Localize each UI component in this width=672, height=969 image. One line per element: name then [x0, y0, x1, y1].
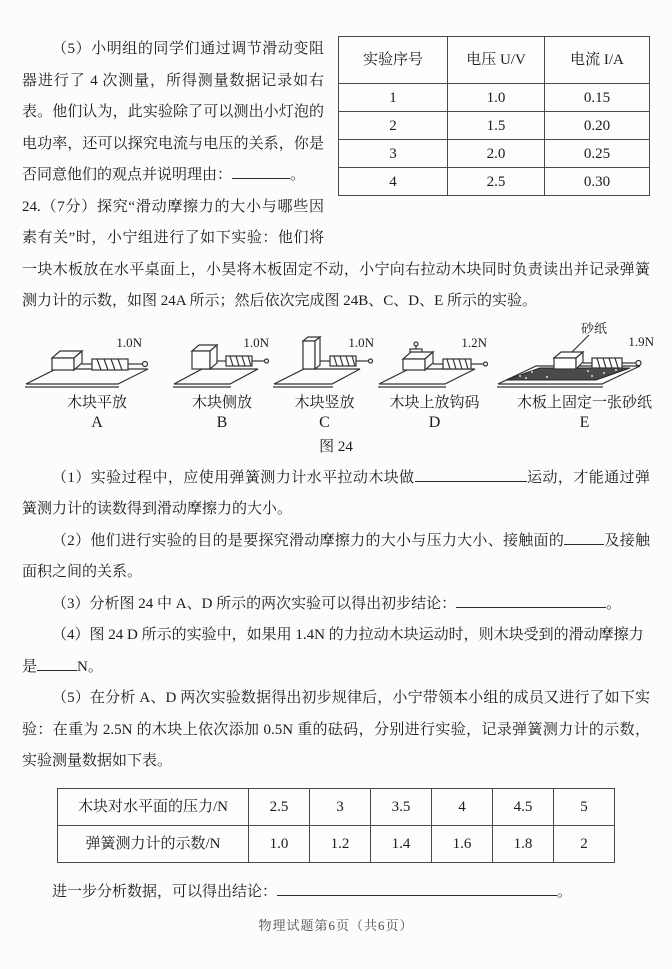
experiment-figure-c — [272, 334, 377, 434]
measurement-table-row — [339, 168, 650, 196]
figure-caption: 木块平放 — [66, 394, 127, 411]
measurement-table — [338, 36, 650, 196]
force-label: 1.9N — [628, 333, 654, 349]
spring-scale — [217, 356, 269, 366]
figure-caption: 木板上固定一张砂纸 — [516, 394, 652, 411]
data-cell: 1.0 — [249, 825, 310, 862]
row-label-cell: 弹簧测力计的示数/N — [58, 825, 249, 862]
data-cell: 0.30 — [545, 168, 650, 196]
data-cell: 4 — [339, 168, 448, 196]
figure-caption: 木块侧放 — [191, 394, 252, 411]
data-cell: 0.25 — [545, 140, 650, 168]
data-cell: 3.5 — [371, 788, 432, 825]
wood-block — [403, 352, 433, 370]
header-cell: 实验序号 — [339, 37, 448, 84]
experiment-diagram-c — [272, 334, 377, 392]
figure-caption: 木块竖放 — [294, 394, 355, 411]
board — [173, 369, 258, 387]
sub-question-4-text2: 是 — [22, 658, 38, 675]
data-cell: 2.0 — [448, 140, 545, 168]
sandpaper-label: 砂纸 — [580, 321, 608, 336]
spring-scale — [82, 359, 148, 370]
figure-caption: 木块上放钩码 — [389, 394, 480, 411]
measurement-table-row — [339, 84, 650, 112]
sub-question-3-text: （3）分析图 24 中 A、D 所示的两次实验可以得出初步结论： — [52, 595, 457, 612]
header-cell: 电流 I/A — [545, 37, 650, 84]
leader-line — [571, 335, 589, 353]
experiment-diagram-a — [22, 334, 172, 392]
sub-question-4-line2 — [22, 652, 650, 684]
wood-block — [52, 351, 82, 370]
answer-blank — [564, 530, 604, 545]
sub-question-4 — [22, 620, 650, 652]
question-24-intro: 24.（7分）探究“滑动摩擦力的大小与哪些因素有关”时，小宁组进行了如下实验：他们将一块木板放在水平桌面上，小昊将木板固定不动，小宁向右拉动木块同时负责读出并记录弹簧测力计的示数，如图 24A 所示；然后依次完成图 24B、C、D、E 所示的实验。 — [22, 198, 650, 309]
data-cell: 1 — [339, 84, 448, 112]
wood-block — [192, 345, 217, 369]
figure-letter: C — [319, 413, 330, 431]
wood-block — [303, 337, 320, 369]
data-cell: 0.15 — [545, 84, 650, 112]
data-cell: 1.0 — [448, 84, 545, 112]
figure-24-row — [22, 321, 654, 434]
sub-question-4-text: （4）图 24 D 所示的实验中，如果用 1.4N 的力拉动木块运动时，则木块受到的滑动摩擦力 — [52, 627, 644, 644]
data-cell: 1.6 — [432, 825, 493, 862]
data-cell: 4.5 — [493, 788, 554, 825]
data-cell: 3 — [310, 788, 371, 825]
measurement-table-row — [339, 112, 650, 140]
data-cell: 5 — [554, 788, 615, 825]
answer-blank — [415, 467, 527, 482]
wood-block — [554, 352, 583, 369]
conclusion-tail: 。 — [557, 883, 573, 900]
data-cell: 4 — [432, 788, 493, 825]
data-cell: 2 — [554, 825, 615, 862]
force-label: 1.0N — [116, 334, 142, 350]
figure-letter: B — [216, 413, 228, 431]
sub-question-2 — [22, 526, 650, 589]
answer-blank — [456, 593, 606, 608]
data-cell: 2 — [339, 112, 448, 140]
pressure-reading-table — [57, 788, 615, 863]
reading-row — [58, 825, 615, 862]
sub-question-3-tail: 。 — [606, 595, 622, 612]
sub-question-1-tail: 运动，才能通过弹簧测力计的读数得到滑动摩擦力的大小。 — [22, 469, 650, 518]
spring-scale — [433, 359, 488, 369]
board — [378, 369, 475, 387]
answer-blank — [277, 881, 557, 896]
sub-question-1 — [22, 463, 650, 526]
experiment-figure-b — [172, 334, 272, 434]
spring-scale — [320, 356, 373, 366]
force-label: 1.0N — [348, 334, 374, 350]
question-5-period: 。 — [290, 167, 306, 183]
data-cell: 1.4 — [371, 825, 432, 862]
sub-question-4-tail: N。 — [77, 658, 103, 675]
sub-question-5: （5）在分析 A、D 两次实验数据得出初步规律后，小宁带领本小组的成员又进行了如下实验：在重为 2.5N 的木块上依次添加 0.5N 重的砝码，分别进行实验，记录弹簧测力计的示数，实验测量数据如下表。 — [22, 690, 650, 770]
data-cell: 0.20 — [545, 112, 650, 140]
answer-blank — [232, 164, 290, 179]
data-cell: 2.5 — [448, 168, 545, 196]
experiment-figure-d — [377, 334, 492, 434]
data-cell: 3 — [339, 140, 448, 168]
sub-question-3 — [22, 589, 650, 621]
experiment-diagram-d — [377, 334, 492, 392]
experiment-figure-e — [492, 322, 672, 434]
experiment-diagram-b — [172, 334, 272, 392]
sub-question-2-tail: 及接触面积之间的关系。 — [22, 532, 650, 581]
figure-letter: A — [91, 413, 103, 431]
force-label: 1.0N — [243, 334, 269, 350]
question-5-text: （5）小明组的同学们通过调节滑动变阻器进行了 4 次测量，所得测量数据记录如右表。他们认为，此实验除了可以测出小灯泡的电功率，还可以探究电流与电压的关系，你是否同意他们的观点并说明理由： — [22, 41, 324, 183]
data-cell: 1.8 — [493, 825, 554, 862]
experiment-diagram-e — [492, 322, 672, 392]
figure-24-caption: 图 24 — [319, 439, 353, 456]
experiment-figure-a — [22, 334, 172, 434]
conclusion-text: 进一步分析数据，可以得出结论： — [52, 883, 278, 900]
sub-question-1-text: （1）实验过程中，应使用弹簧测力计水平拉动木块做 — [52, 469, 415, 486]
data-cell: 1.2 — [310, 825, 371, 862]
page-footer: 物理试题第6页（共6页） — [258, 917, 414, 933]
board — [25, 369, 148, 387]
sub-question-2-text: （2）他们进行实验的目的是要探究滑动摩擦力的大小与压力大小、接触面的 — [52, 532, 565, 549]
figure-letter: E — [579, 413, 590, 431]
conclusion-line — [22, 877, 650, 909]
data-cell: 1.5 — [448, 112, 545, 140]
force-label: 1.2N — [461, 334, 487, 350]
measurement-table-header-row — [339, 37, 650, 84]
measurement-table-row — [339, 140, 650, 168]
figure-letter: D — [428, 413, 441, 431]
data-cell: 2.5 — [249, 788, 310, 825]
row-label-cell: 木块对水平面的压力/N — [58, 788, 249, 825]
board — [273, 369, 360, 387]
pressure-row — [58, 788, 615, 825]
sandpaper — [506, 368, 630, 380]
answer-blank — [37, 656, 77, 671]
header-cell: 电压 U/V — [448, 37, 545, 84]
